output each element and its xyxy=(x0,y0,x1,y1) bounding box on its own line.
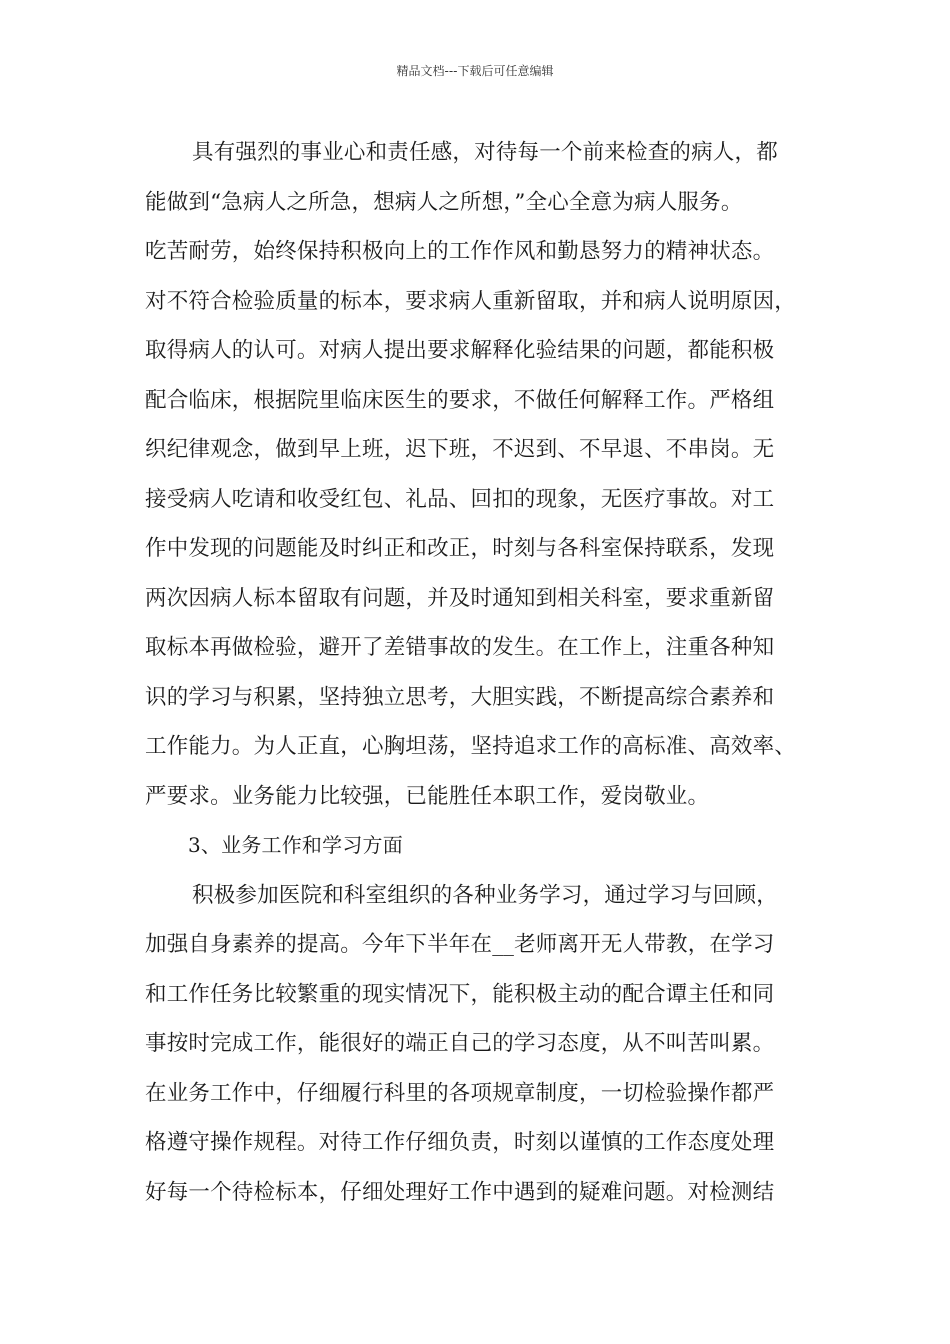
paragraph-line: 工作能力。为人正直，心胸坦荡，坚持追求工作的高标准、高效率、 xyxy=(145,734,797,759)
paragraph-line: 识的学习与积累，坚持独立思考，大胆实践，不断提高综合素养和 xyxy=(145,684,775,710)
paragraph-line: 和工作任务比较繁重的现实情况下，能积极主动的配合谭主任和同 xyxy=(145,981,775,1007)
paragraph-line: 两次因病人标本留取有问题，并及时通知到相关科室，要求重新留 xyxy=(145,585,775,611)
paragraph-line: 吃苦耐劳，始终保持积极向上的工作作风和勤恳努力的精神状态。 xyxy=(145,239,775,264)
paragraph-line: 具有强烈的事业心和责任感，对待每一个前来检查的病人，都 xyxy=(192,140,778,165)
paragraph-line: 事按时完成工作，能很好的端正自己的学习态度，从不叫苦叫累。 xyxy=(145,1031,775,1056)
paragraph-line: 作中发现的问题能及时纠正和改正，时刻与各科室保持联系，发现 xyxy=(145,536,775,561)
paragraph-line: 积极参加医院和科室组织的各种业务学习，通过学习与回顾， xyxy=(192,882,778,908)
paragraph-line: 加强自身素养的提高。今年下半年在__老师离开无人带教，在学习 xyxy=(145,932,775,957)
paragraph-line: 能做到“急病人之所急，想病人之所想，”全心全意为病人服务。 xyxy=(145,189,743,215)
paragraph-line: 取得病人的认可。对病人提出要求解释化验结果的问题，都能积极 xyxy=(145,338,775,363)
page-header: 精品文档---下载后可任意编辑 xyxy=(396,64,554,78)
paragraph-line: 取标本再做检验，避开了差错事故的发生。在工作上，注重各种知 xyxy=(145,635,775,660)
paragraph-line: 接受病人吃请和收受红包、礼品、回扣的现象，无医疗事故。对工 xyxy=(145,486,775,512)
paragraph-line: 好每一个待检标本，仔细处理好工作中遇到的疑难问题。对检测结 xyxy=(145,1179,775,1205)
paragraph-line: 织纪律观念，做到早上班，迟下班，不迟到、不早退、不串岗。无 xyxy=(145,437,775,462)
paragraph-line: 配合临床，根据院里临床医生的要求，不做任何解释工作。严格组 xyxy=(145,387,775,413)
paragraph-line: 对不符合检验质量的标本，要求病人重新留取，并和病人说明原因， xyxy=(145,288,797,314)
section-heading: 3、业务工作和学习方面 xyxy=(188,833,403,857)
paragraph-line: 格遵守操作规程。对待工作仔细负责，时刻以谨慎的工作态度处理 xyxy=(145,1130,775,1155)
document-body xyxy=(145,128,825,1217)
paragraph-line: 在业务工作中，仔细履行科里的各项规章制度，一切检验操作都严 xyxy=(145,1080,775,1106)
paragraph-line: 严要求。业务能力比较强，已能胜任本职工作，爱岗敬业。 xyxy=(145,783,710,809)
